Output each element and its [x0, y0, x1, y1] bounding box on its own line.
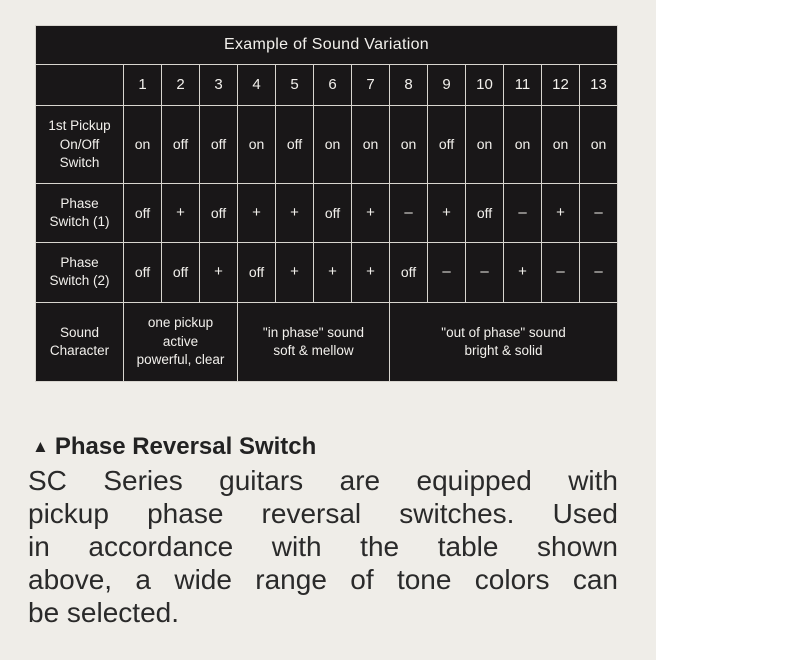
table-cell: on [238, 106, 276, 183]
table-cell: + [276, 183, 314, 242]
table-cell: off [162, 243, 200, 302]
column-header: 12 [542, 65, 580, 106]
character-group-one-pickup: one pickup active powerful, clear [124, 302, 238, 381]
table-cell: on [580, 106, 618, 183]
table-title: Example of Sound Variation [36, 26, 618, 65]
table-cell: on [314, 106, 352, 183]
table-cell: + [352, 243, 390, 302]
column-header: 10 [466, 65, 504, 106]
table-cell: – [428, 243, 466, 302]
table-cell: on [542, 106, 580, 183]
table-cell: off [124, 183, 162, 242]
table-cell: – [580, 183, 618, 242]
body-line: in accordance with the table shown [28, 531, 618, 562]
table-cell: off [466, 183, 504, 242]
body-line: be selected. [28, 597, 179, 628]
table-cell: off [238, 243, 276, 302]
table-cell: off [276, 106, 314, 183]
column-header: 9 [428, 65, 466, 106]
table-cell: on [504, 106, 542, 183]
column-header: 11 [504, 65, 542, 106]
table-row [36, 243, 618, 302]
column-header: 1 [124, 65, 162, 106]
sound-variation-table [35, 25, 618, 382]
column-header: 8 [390, 65, 428, 106]
body-line: SC Series guitars are equipped with [28, 465, 618, 496]
table-cell: on [390, 106, 428, 183]
table-cell: + [542, 183, 580, 242]
table-cell: + [428, 183, 466, 242]
section-body [28, 464, 618, 629]
character-group-out-of-phase: "out of phase" sound bright & solid [390, 302, 618, 381]
column-header: 13 [580, 65, 618, 106]
section-heading [32, 433, 316, 461]
table-row [36, 302, 618, 381]
row-label-phase-switch-2: Phase Switch (2) [36, 243, 124, 302]
column-header: 4 [238, 65, 276, 106]
table-cell: + [352, 183, 390, 242]
table-cell: + [200, 243, 238, 302]
table-cell: on [466, 106, 504, 183]
table-cell: off [200, 183, 238, 242]
body-line: pickup phase reversal switches. Used [28, 498, 618, 529]
body-line: above, a wide range of tone colors can [28, 564, 618, 595]
row-label-phase-switch-1: Phase Switch (1) [36, 183, 124, 242]
column-header: 3 [200, 65, 238, 106]
table-cell: on [124, 106, 162, 183]
table-cell: + [276, 243, 314, 302]
column-header: 7 [352, 65, 390, 106]
triangle-up-icon: ▲ [32, 437, 49, 456]
table-cell: off [162, 106, 200, 183]
table-cell: + [504, 243, 542, 302]
table-cell: – [542, 243, 580, 302]
column-header: 2 [162, 65, 200, 106]
table-cell: – [466, 243, 504, 302]
table-cell: off [390, 243, 428, 302]
table-cell: – [580, 243, 618, 302]
row-label-sound-character: Sound Character [36, 302, 124, 381]
table-cell: – [504, 183, 542, 242]
table-cell: on [352, 106, 390, 183]
table-cell: off [124, 243, 162, 302]
table-cell: – [390, 183, 428, 242]
table-row [36, 106, 618, 183]
table-cell: off [314, 183, 352, 242]
table-cell: + [238, 183, 276, 242]
column-header: 5 [276, 65, 314, 106]
table-cell: off [428, 106, 466, 183]
table-cell: off [200, 106, 238, 183]
corner-cell [36, 65, 124, 106]
table-row [36, 183, 618, 242]
table-header-row [36, 65, 618, 106]
section-heading-text: Phase Reversal Switch [54, 433, 317, 460]
table-cell: + [314, 243, 352, 302]
column-header: 6 [314, 65, 352, 106]
character-group-in-phase: "in phase" sound soft & mellow [238, 302, 390, 381]
table-cell: + [162, 183, 200, 242]
row-label-pickup-switch: 1st Pickup On/Off Switch [36, 106, 124, 183]
